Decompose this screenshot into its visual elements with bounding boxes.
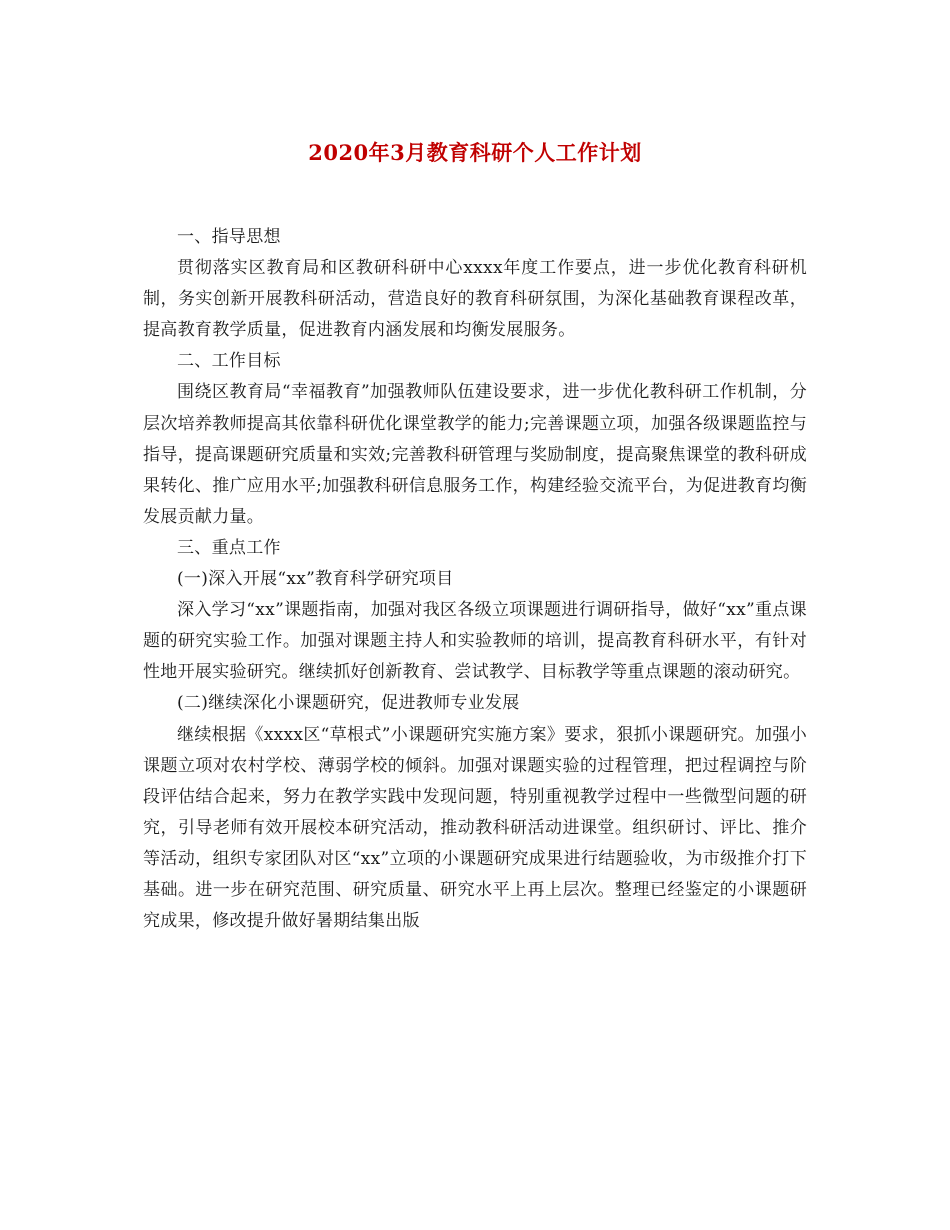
paragraph-research-project: 深入学习“xx”课题指南，加强对我区各级立项课题进行调研指导，做好“xx”重点课题的研究实验工作。加强对课题主持人和实验教师的培训，提高教育科研水平，有针对性地开展实验研究。继续抓好创新教育、尝试教学、目标教学等重点课题的滚动研究。	[143, 600, 807, 683]
document-body	[143, 222, 807, 937]
subsection-heading-small-topic-research: (二)继续深化小课题研究，促进教师专业发展	[177, 693, 520, 714]
document-title: 2020年3月教育科研个人工作计划	[308, 140, 642, 165]
paragraph-small-topic-research: 继续根据《xxxx区“草根式”小课题研究实施方案》要求，狠抓小课题研究。加强小课题立项对农村学校、薄弱学校的倾斜。加强对课题实验的过程管理，把过程调控与阶段评估结合起来，努力在教学实践中发现问题，特别重视教学过程中一些微型问题的研究，引导老师有效开展校本研究活动，推动教科研活动进课堂。组织研讨、评比、推介等活动，组织专家团队对区“xx”立项的小课题研究成果进行结题验收，为市级推介打下基础。进一步在研究范围、研究质量、研究水平上再上层次。整理已经鉴定的小课题研究成果，修改提升做好暑期结集出版	[143, 724, 807, 932]
section-heading-guiding-ideology: 一、指导思想	[177, 227, 281, 247]
subsection-heading-research-project: (一)深入开展“xx”教育科学研究项目	[177, 569, 454, 590]
paragraph-work-goals: 围绕区教育局“幸福教育”加强教师队伍建设要求，进一步优化教科研工作机制，分层次培养教师提高其依靠科研优化课堂教学的能力;完善课题立项，加强各级课题监控与指导，提高课题研究质量和实效;完善教科研管理与奖励制度，提高聚焦课堂的教科研成果转化、推广应用水平;加强教科研信息服务工作，构建经验交流平台，为促进教育均衡发展贡献力量。	[143, 382, 807, 527]
paragraph-guiding-ideology: 贯彻落实区教育局和区教研科研中心xxxx年度工作要点，进一步优化教育科研机制，务实创新开展教科研活动，营造良好的教育科研氛围，为深化基础教育课程改革，提高教育教学质量，促进教育内涵发展和均衡发展服务。	[143, 258, 807, 341]
section-heading-key-work: 三、重点工作	[177, 537, 281, 558]
section-heading-work-goals: 二、工作目标	[177, 351, 281, 372]
